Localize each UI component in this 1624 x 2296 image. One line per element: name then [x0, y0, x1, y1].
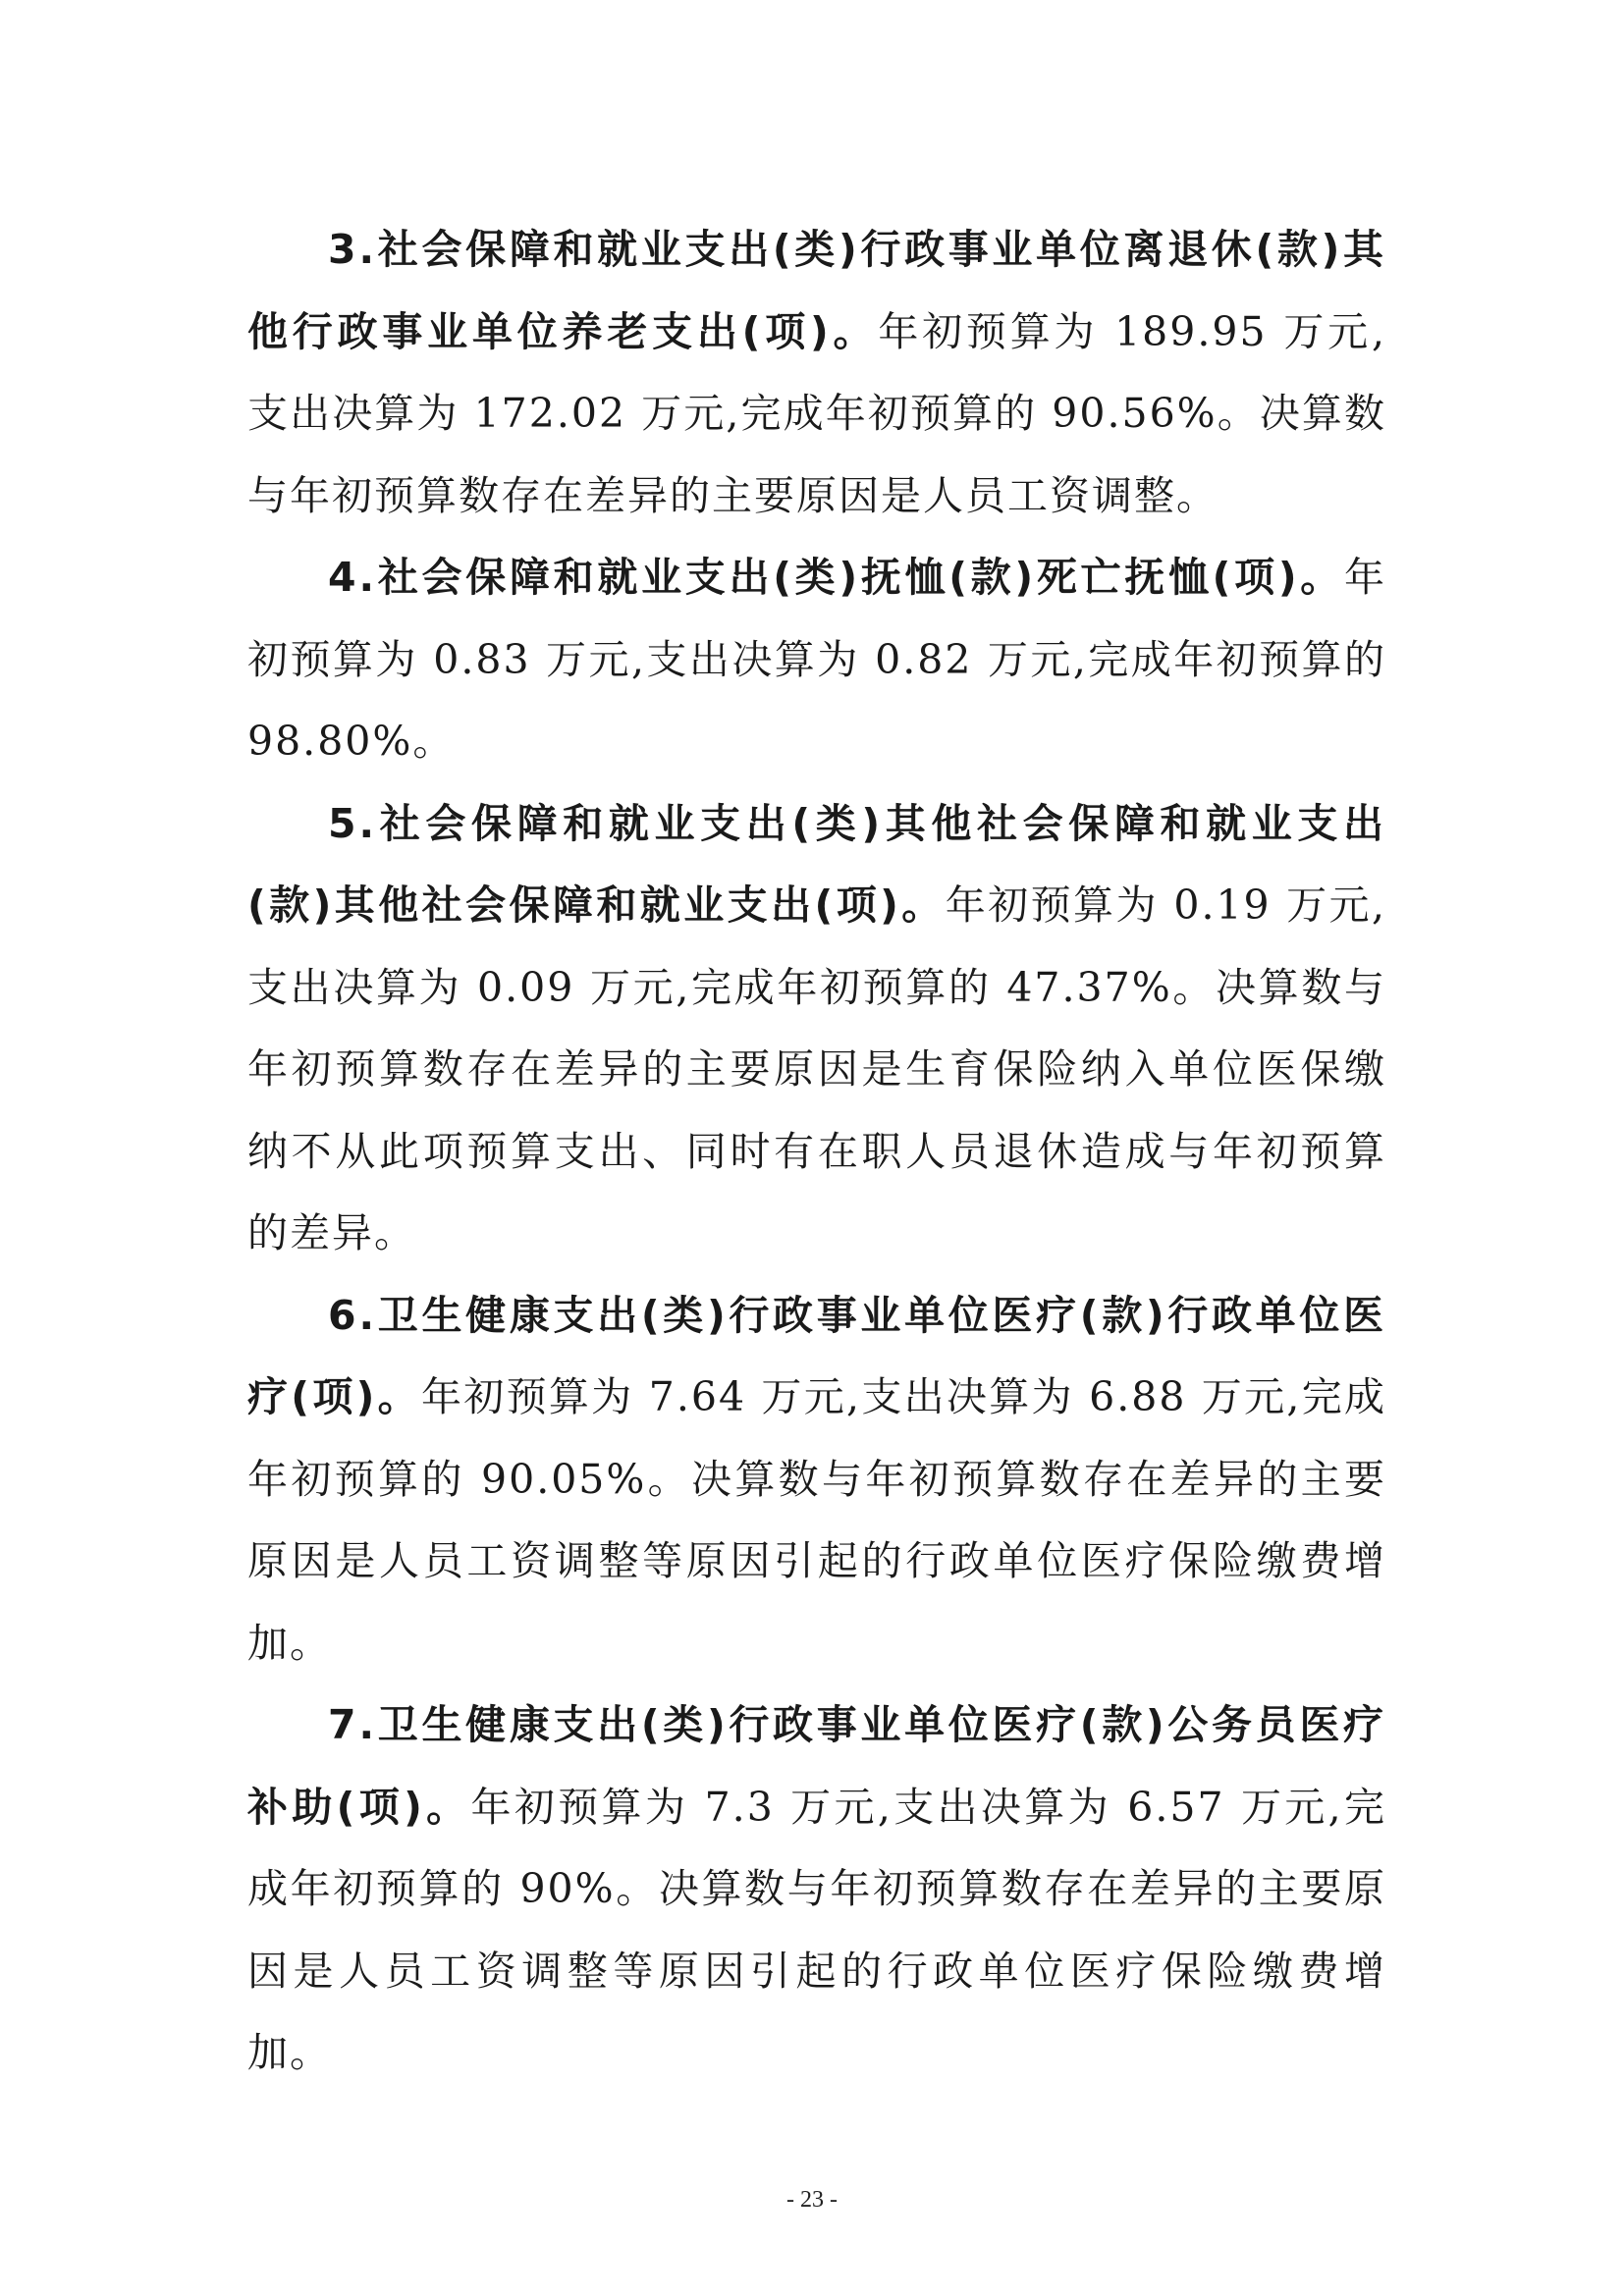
paragraph-item-4: [247, 537, 1386, 783]
paragraph-heading: 3.社会保障和就业支出(类)行政事业单位离退休(款)其他行政事业单位养老支出(项)。: [247, 226, 1386, 355]
paragraph-item-3: [247, 209, 1386, 537]
page-number: - 23 -: [786, 2187, 838, 2213]
paragraph-heading: 4.社会保障和就业支出(类)抚恤(款)死亡抚恤(项)。: [328, 554, 1344, 601]
paragraph-text: 年初预算为 0.83 万元,支出决算为 0.82 万元,完成年初预算的 98.80%。: [247, 554, 1386, 765]
paragraph-heading: 5.社会保障和就业支出(类)其他社会保障和就业支出(款)其他社会保障和就业支出(项)。: [247, 799, 1386, 929]
paragraph-item-6: [247, 1275, 1386, 1685]
document-body: [247, 209, 1386, 2095]
paragraph-text: 年初预算为 7.3 万元,支出决算为 6.57 万元,完成年初预算的 90%。决算数与年初预算数存在差异的主要原因是人员工资调整等原因引起的行政单位医疗保险缴费增加。: [247, 1783, 1386, 2076]
paragraph-text: 年初预算为 0.19 万元,支出决算为 0.09 万元,完成年初预算的 47.37%。决算数与年初预算数存在差异的主要原因是生育保险纳入单位医保缴纳不从此项预算支出、同时有在职人员退休造成与年初预算的差异。: [247, 881, 1387, 1256]
paragraph-text: 年初预算为 189.95 万元,支出决算为 172.02 万元,完成年初预算的 90.56%。决算数与年初预算数存在差异的主要原因是人员工资调整。: [247, 307, 1386, 519]
paragraph-item-7: [247, 1684, 1386, 2095]
paragraph-text: 年初预算为 7.64 万元,支出决算为 6.88 万元,完成年初预算的 90.05%。决算数与年初预算数存在差异的主要原因是人员工资调整等原因引起的行政单位医疗保险缴费增加。: [247, 1373, 1386, 1667]
paragraph-heading: 6.卫生健康支出(类)行政事业单位医疗(款)行政单位医疗(项)。: [247, 1291, 1386, 1420]
paragraph-heading: 7.卫生健康支出(类)行政事业单位医疗(款)公务员医疗补助(项)。: [247, 1701, 1386, 1831]
paragraph-item-5: [247, 783, 1386, 1275]
